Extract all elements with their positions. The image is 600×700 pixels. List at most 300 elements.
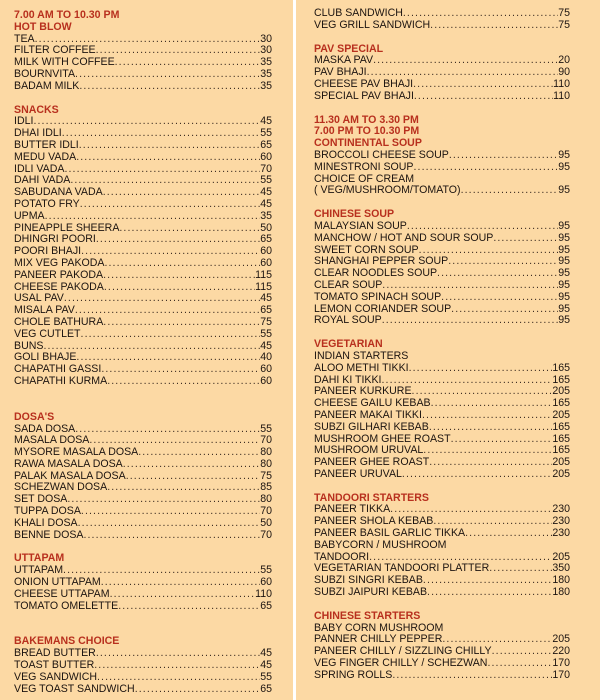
- dot-leader: [382, 315, 559, 327]
- menu-item: [314, 469, 570, 481]
- menu-item-name: SPECIAL PAV BHAJI: [314, 90, 414, 102]
- dot-leader: [101, 577, 260, 589]
- menu-item-price: 80: [260, 458, 272, 470]
- dot-leader: [367, 67, 559, 79]
- menu-item: [314, 587, 570, 599]
- menu-item: [14, 352, 272, 364]
- section-heading: CHINESE STARTERS: [314, 610, 421, 622]
- dot-leader: [96, 648, 260, 660]
- menu-item-price: 350: [552, 563, 570, 575]
- dot-leader: [437, 268, 558, 280]
- menu-item-name: BUTTER IDLI: [14, 139, 79, 151]
- menu-item-name: TOMATO OMELETTE: [14, 600, 119, 612]
- dot-leader: [110, 589, 256, 601]
- menu-item-price: 75: [558, 19, 570, 31]
- dot-leader: [412, 386, 553, 398]
- dot-leader: [33, 116, 260, 128]
- menu-item-price: 80: [260, 447, 272, 459]
- serving-hours: 11.30 AM TO 3.30 PM: [314, 114, 419, 126]
- dot-leader: [373, 55, 558, 67]
- menu-item-name: MEDU VADA: [14, 151, 77, 163]
- column-divider: [293, 0, 296, 700]
- menu-item-name: TEA: [14, 33, 35, 45]
- menu-item-name: SUBZI JAIPURI KEBAB: [314, 587, 428, 599]
- menu-item-name: VEGETARIAN TANDOORI PLATTER: [314, 563, 490, 575]
- section-heading: CONTINENTAL SOUP: [314, 138, 422, 150]
- menu-item-name: MASALA DOSA: [14, 435, 90, 447]
- dot-leader: [465, 528, 552, 540]
- menu-item: [14, 164, 272, 176]
- section-heading: HOT BLOW: [14, 21, 72, 33]
- menu-item-name: CHAPATHI KURMA: [14, 375, 108, 387]
- menu-item-price: 95: [558, 220, 570, 232]
- menu-item-name: FILTER COFFEE: [14, 45, 96, 57]
- menu-item-name: BREAD BUTTER: [14, 648, 96, 660]
- menu-item-name: IDLI VADA: [14, 163, 65, 175]
- dot-leader: [126, 471, 261, 483]
- menu-item: [14, 672, 272, 684]
- dot-leader: [78, 518, 261, 530]
- menu-item-price: 75: [260, 316, 272, 328]
- dot-leader: [413, 79, 553, 91]
- dot-leader: [123, 459, 260, 471]
- menu-item: [314, 375, 570, 387]
- menu-item: [14, 34, 272, 46]
- menu-item-name: PAV BHAJI: [314, 67, 367, 79]
- menu-item-price: 65: [260, 683, 272, 695]
- menu-item-price: 170: [552, 669, 570, 681]
- dot-leader: [441, 292, 558, 304]
- menu-item-price: 180: [552, 587, 570, 599]
- dot-leader: [75, 305, 260, 317]
- menu-item-price: 30: [260, 33, 272, 45]
- menu-item-price: 55: [260, 565, 272, 577]
- menu-item-name: MASKA PAV: [314, 55, 374, 67]
- section-heading: UTTAPAM: [14, 553, 65, 565]
- menu-item: [14, 293, 272, 305]
- menu-item-price: 165: [552, 362, 570, 374]
- menu-item-name: VEG FINGER CHILLY / SCHEZWAN: [314, 658, 488, 670]
- dot-leader: [81, 506, 260, 518]
- menu-item: [14, 341, 272, 353]
- dot-leader: [89, 435, 260, 447]
- menu-item-price: 230: [552, 516, 570, 528]
- menu-item: [314, 410, 570, 422]
- menu-item-price: 45: [260, 198, 272, 210]
- dot-leader: [101, 364, 260, 376]
- menu-item-price: 205: [552, 468, 570, 480]
- dot-leader: [423, 575, 552, 587]
- dot-leader: [461, 185, 559, 197]
- menu-item-price: 70: [260, 435, 272, 447]
- dot-leader: [402, 469, 552, 481]
- dot-leader: [104, 282, 255, 294]
- section-heading: CHINESE SOUP: [314, 209, 395, 221]
- dot-leader: [429, 457, 552, 469]
- section-spacer: [14, 93, 272, 105]
- menu-item: [14, 199, 272, 211]
- menu-item-price: 115: [255, 269, 272, 281]
- menu-item: [14, 565, 272, 577]
- dot-leader: [81, 246, 260, 258]
- dot-leader: [96, 45, 261, 57]
- menu-item-name: MYSORE MASALA DOSA: [14, 447, 139, 459]
- menu-item-price: 80: [260, 494, 272, 506]
- menu-item: [314, 552, 570, 564]
- menu-item-name: POORI BHAJI: [14, 246, 82, 258]
- dot-leader: [489, 563, 552, 575]
- dot-leader: [94, 660, 260, 672]
- menu-item-name: SPRING ROLLS: [314, 669, 393, 681]
- menu-item: [314, 268, 570, 280]
- menu-item: [314, 504, 570, 516]
- menu-item-price: 70: [260, 529, 272, 541]
- dot-leader: [430, 20, 558, 32]
- menu-item-name: TOMATO SPINACH SOUP: [314, 291, 442, 303]
- menu-item: [14, 589, 272, 601]
- menu-item-name: RAWA MASALA DOSA: [14, 458, 123, 470]
- menu-item: [14, 494, 272, 506]
- menu-item-name: MIX VEG PAKODA: [14, 257, 105, 269]
- dot-leader: [138, 447, 260, 459]
- menu-item-price: 20: [558, 55, 570, 67]
- menu-item: [314, 658, 570, 670]
- menu-item-name: MUSHROOM URUVAL: [314, 445, 424, 457]
- dot-leader: [451, 304, 558, 316]
- menu-item-price: 65: [260, 600, 272, 612]
- menu-item-name: PALAK MASALA DOSA: [14, 470, 126, 482]
- section-spacer: [314, 327, 570, 339]
- menu-item-name: IDLI: [14, 116, 34, 128]
- menu-item: [14, 282, 272, 294]
- menu-item: [14, 152, 272, 164]
- menu-item-price: 110: [553, 78, 570, 90]
- dot-leader: [413, 162, 558, 174]
- menu-item-name: SADA DOSA: [14, 423, 76, 435]
- menu-item-name: CLUB SANDWICH: [314, 8, 403, 19]
- dot-leader: [382, 280, 558, 292]
- dot-leader: [135, 684, 261, 696]
- menu-item-price: 95: [558, 256, 570, 268]
- menu-item-price: 165: [552, 374, 570, 386]
- section-spacer: [14, 541, 272, 553]
- menu-item-price: 115: [255, 281, 272, 293]
- menu-item-name: GOLI BHAJE: [14, 352, 77, 364]
- menu-item: [14, 530, 272, 542]
- menu-item-name: POTATO FRY: [14, 198, 80, 210]
- menu-item-price: 75: [260, 470, 272, 482]
- menu-item-price: 45: [260, 648, 272, 660]
- menu-item-price: 205: [552, 551, 570, 563]
- menu-item: [314, 79, 570, 91]
- menu-item-name: MALAYSIAN SOUP: [314, 220, 407, 232]
- menu-item-name: BENNE DOSA: [14, 529, 84, 541]
- menu-item-price: 205: [552, 386, 570, 398]
- menu-item-price: 205: [552, 457, 570, 469]
- menu-item-price: 230: [552, 504, 570, 516]
- menu-item: [14, 175, 272, 187]
- dot-leader: [115, 57, 261, 69]
- menu-item-name: MANCHOW / HOT AND SOUR SOUP: [314, 232, 494, 244]
- dot-leader: [83, 530, 260, 542]
- dot-leader: [79, 81, 260, 93]
- menu-item: [314, 67, 570, 79]
- menu-item-name: PANEER BASIL GARLIC TIKKA: [314, 528, 466, 540]
- menu-item-price: 40: [260, 352, 272, 364]
- menu-item: [14, 684, 272, 696]
- menu-item-price: 95: [558, 315, 570, 327]
- menu-item-price: 180: [552, 575, 570, 587]
- menu-item-price: 85: [260, 482, 272, 494]
- menu-item-name: CHAPATHI GASSI: [14, 364, 102, 376]
- dot-leader: [35, 34, 261, 46]
- menu-item-name: DHAI IDLI: [14, 128, 62, 140]
- menu-item-name: CLEAR SOUP: [314, 279, 383, 291]
- menu-item-price: 95: [558, 303, 570, 315]
- menu-item-name: CHEESE GAILU KEBAB: [314, 398, 431, 410]
- dot-leader: [107, 376, 260, 388]
- menu-item: [314, 185, 570, 197]
- dot-leader: [427, 587, 552, 599]
- menu-item: [314, 245, 570, 257]
- menu-item: [14, 482, 272, 494]
- menu-item: [14, 57, 272, 69]
- dot-leader: [104, 258, 260, 270]
- menu-item-name: SUBZI GILHARI KEBAB: [314, 421, 429, 433]
- menu-item: [14, 459, 272, 471]
- dot-leader: [67, 494, 260, 506]
- menu-item-price: 230: [552, 528, 570, 540]
- menu-item-price: 165: [552, 433, 570, 445]
- menu-item-name: VEG GRILL SANDWICH: [314, 19, 431, 31]
- dot-leader: [62, 128, 261, 140]
- dot-leader: [451, 434, 553, 446]
- menu-item: [14, 81, 272, 93]
- menu-subheading: BABYCORN / MUSHROOM: [314, 539, 447, 551]
- menu-item: [14, 317, 272, 329]
- menu-item-name: ( VEG/MUSHROOM/TOMATO): [314, 185, 461, 197]
- menu-item-name: PANEER URUVAL: [314, 468, 402, 480]
- section-spacer: [14, 612, 272, 636]
- menu-item-price: 60: [260, 246, 272, 258]
- menu-item-price: 65: [260, 139, 272, 151]
- menu-item-price: 95: [558, 268, 570, 280]
- menu-item-name: PANEER TIKKA: [314, 504, 391, 516]
- section-heading: BAKEMANS CHOICE: [14, 636, 120, 648]
- menu-item: [14, 258, 272, 270]
- menu-item-name: CHEESE PAKODA: [14, 281, 104, 293]
- menu-item-price: 55: [260, 128, 272, 140]
- menu-item-price: 60: [260, 257, 272, 269]
- dot-leader: [103, 317, 260, 329]
- menu-item-name: CHOLE BATHURA: [14, 316, 104, 328]
- menu-item-price: 35: [260, 80, 272, 92]
- dot-leader: [118, 601, 260, 613]
- menu-item: [14, 234, 272, 246]
- menu-item-price: 205: [552, 634, 570, 646]
- menu-item-price: 70: [260, 506, 272, 518]
- dot-leader: [119, 223, 260, 235]
- menu-item: [14, 305, 272, 317]
- dot-leader: [409, 363, 553, 375]
- menu-item: [14, 329, 272, 341]
- section-heading: DOSA'S: [14, 411, 55, 423]
- menu-item: [14, 376, 272, 388]
- menu-item: [14, 223, 272, 235]
- menu-item-name: CHEESE UTTAPAM: [14, 588, 110, 600]
- menu-item: [14, 447, 272, 459]
- dot-leader: [492, 646, 553, 658]
- menu-item: [314, 304, 570, 316]
- dot-leader: [433, 516, 552, 528]
- menu-column-right: [314, 0, 570, 682]
- menu-item: [314, 398, 570, 410]
- menu-item-name: SET DOSA: [14, 494, 68, 506]
- menu-item-price: 95: [558, 279, 570, 291]
- dot-leader: [390, 504, 552, 516]
- menu-item: [314, 233, 570, 245]
- menu-item-price: 165: [552, 398, 570, 410]
- dot-leader: [407, 221, 558, 233]
- menu-item-price: 45: [260, 293, 272, 305]
- menu-item-name: PINEAPPLE SHEERA: [14, 222, 120, 234]
- section-spacer: [314, 197, 570, 209]
- dot-leader: [103, 270, 255, 282]
- section-spacer: [314, 481, 570, 493]
- menu-item: [314, 256, 570, 268]
- menu-item-name: CLEAR NOODLES SOUP: [314, 268, 438, 280]
- dot-leader: [422, 410, 552, 422]
- dot-leader: [403, 8, 558, 20]
- menu-item: [314, 670, 570, 682]
- menu-item: [314, 634, 570, 646]
- menu-item: [314, 422, 570, 434]
- dot-leader: [487, 658, 552, 670]
- menu-item-name: ROYAL SOUP: [314, 315, 382, 327]
- dot-leader: [43, 341, 260, 353]
- menu-item-price: 205: [552, 409, 570, 421]
- menu-item: [14, 211, 272, 223]
- menu-item-name: SABUDANA VADA: [14, 187, 103, 199]
- menu-item: [14, 601, 272, 613]
- menu-item-name: MILK WITH COFFEE: [14, 57, 115, 69]
- menu-item-name: BROCCOLI CHEESE SOUP: [314, 149, 449, 161]
- menu-item: [14, 69, 272, 81]
- dot-leader: [75, 69, 260, 81]
- menu-item-name: DAHI KI TIKKI: [314, 374, 382, 386]
- menu-item-price: 35: [260, 57, 272, 69]
- dot-leader: [64, 293, 260, 305]
- menu-subheading: CHOICE OF CREAM: [314, 173, 415, 185]
- menu-item-name: PANEER KURKURE: [314, 386, 412, 398]
- menu-item-price: 50: [260, 222, 272, 234]
- section-spacer: [314, 32, 570, 44]
- dot-leader: [431, 398, 553, 410]
- dot-leader: [429, 422, 553, 434]
- dot-leader: [382, 375, 553, 387]
- menu-item: [314, 434, 570, 446]
- menu-item: [314, 575, 570, 587]
- menu-item: [14, 518, 272, 530]
- menu-item: [314, 516, 570, 528]
- menu-item: [14, 660, 272, 672]
- menu-item: [314, 55, 570, 67]
- menu-item: [14, 128, 272, 140]
- menu-item-price: 45: [260, 660, 272, 672]
- section-heading: VEGETARIAN: [314, 339, 383, 351]
- menu-item-name: PANNER CHILLY PEPPER: [314, 634, 443, 646]
- menu-item-name: ALOO METHI TIKKI: [314, 362, 409, 374]
- menu-item: [14, 45, 272, 57]
- menu-item: [314, 280, 570, 292]
- menu-item-price: 60: [260, 577, 272, 589]
- menu-item-name: SWEET CORN SOUP: [314, 244, 419, 256]
- menu-item-name: ONION UTTAPAM: [14, 577, 101, 589]
- dot-leader: [97, 672, 260, 684]
- menu-item-name: MINESTRONI SOUP: [314, 161, 414, 173]
- menu-item: [14, 140, 272, 152]
- menu-item: [14, 116, 272, 128]
- menu-item-name: UPMA: [14, 210, 45, 222]
- menu-item: [314, 445, 570, 457]
- menu-item-name: BADAM MILK: [14, 80, 80, 92]
- menu-item-name: BUNS: [14, 340, 44, 352]
- section-heading: PAV SPECIAL: [314, 43, 384, 55]
- menu-item-name: CHEESE PAV BHAJI: [314, 78, 414, 90]
- menu-item: [14, 270, 272, 282]
- menu-item-price: 70: [260, 163, 272, 175]
- dot-leader: [45, 211, 261, 223]
- dot-leader: [369, 552, 552, 564]
- menu-item: [314, 363, 570, 375]
- dot-leader: [80, 199, 260, 211]
- menu-item-price: 95: [558, 185, 570, 197]
- menu-item: [314, 221, 570, 233]
- menu-item-price: 45: [260, 116, 272, 128]
- menu-item-price: 110: [553, 90, 570, 102]
- menu-item-price: 50: [260, 517, 272, 529]
- dot-leader: [76, 352, 260, 364]
- menu-item-name: DHINGRI POORI: [14, 234, 96, 246]
- menu-item-name: SCHEZWAN DOSA: [14, 482, 108, 494]
- menu-item: [14, 435, 272, 447]
- dot-leader: [493, 233, 558, 245]
- section-heading: SNACKS: [14, 104, 59, 116]
- section-spacer: [14, 388, 272, 412]
- menu-item-name: KHALI DOSA: [14, 517, 78, 529]
- dot-leader: [448, 256, 558, 268]
- menu-item-name: SHANGHAI PEPPER SOUP: [314, 256, 449, 268]
- section-spacer: [314, 599, 570, 611]
- menu-item-price: 95: [558, 291, 570, 303]
- menu-item-price: 35: [260, 68, 272, 80]
- menu-item-name: LEMON CORIANDER SOUP: [314, 303, 452, 315]
- menu-item-name: PANEER MAKAI TIKKI: [314, 409, 422, 421]
- menu-subheading: BABY CORN MUSHROOM: [314, 622, 444, 634]
- menu-item-name: BOURNVITA: [14, 68, 76, 80]
- menu-item-price: 220: [552, 646, 570, 658]
- section-heading: TANDOORI STARTERS: [314, 492, 429, 504]
- menu-item-name: PANEER SHOLA KEBAB: [314, 516, 434, 528]
- dot-leader: [107, 482, 260, 494]
- menu-item-price: 75: [558, 8, 570, 19]
- menu-item-name: VEG CUTLET: [14, 328, 81, 340]
- dot-leader: [79, 140, 260, 152]
- dot-leader: [449, 150, 558, 162]
- menu-item-name: SUBZI SINGRI KEBAB: [314, 575, 423, 587]
- menu-item-price: 65: [260, 234, 272, 246]
- dot-leader: [392, 670, 552, 682]
